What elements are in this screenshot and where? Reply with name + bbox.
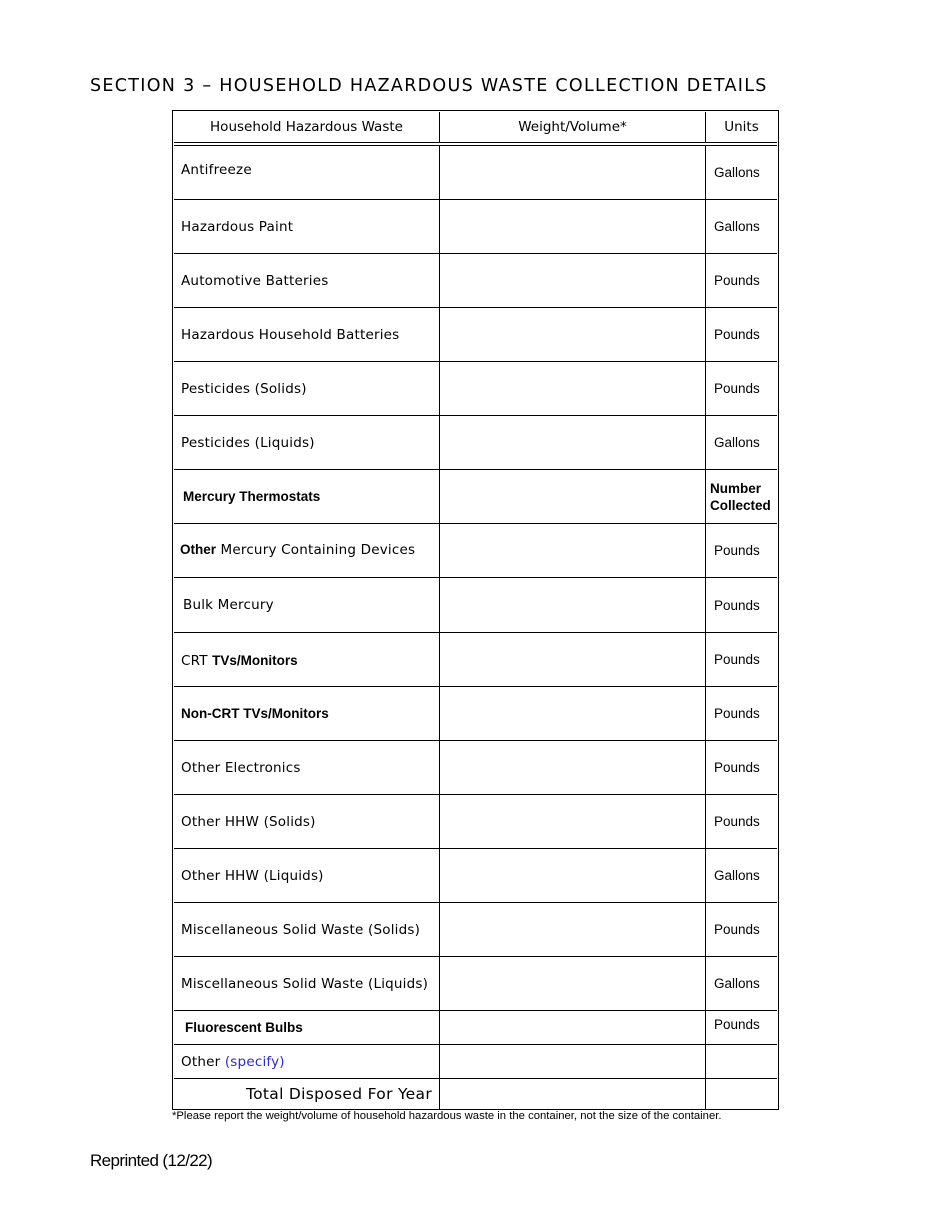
header-units: Units	[724, 119, 759, 135]
table-row-other-hhw-liquids	[174, 848, 777, 902]
weight-volume-input-pesticides-solids[interactable]	[440, 362, 706, 415]
specify-hint: (specify)	[224, 1053, 285, 1070]
table-row-pesticides-liquids	[174, 415, 777, 469]
row-unit: Pounds	[714, 327, 760, 342]
reprinted-date: Reprinted (12/22)	[90, 1151, 213, 1170]
row-label: Other (specify)	[181, 1053, 285, 1070]
row-unit: Gallons	[714, 868, 760, 883]
hhw-collection-table	[172, 110, 779, 1110]
table-row-antifreeze	[174, 145, 777, 199]
row-label: Miscellaneous Solid Waste (Solids)	[181, 921, 421, 938]
weight-volume-input-hazardous-paint[interactable]	[440, 200, 706, 253]
weight-volume-input-non-crt-tvs[interactable]	[440, 687, 706, 740]
row-unit: Pounds	[714, 273, 760, 288]
table-header-row	[174, 112, 777, 143]
row-label: Other Mercury Containing Devices	[180, 542, 416, 558]
row-unit: Pounds	[714, 1017, 760, 1032]
footnote: *Please report the weight/volume of household hazardous waste in the container, not the size of the container.	[172, 1110, 722, 1122]
weight-volume-input-other-mercury-devices[interactable]	[440, 524, 706, 577]
total-units-input[interactable]	[706, 1079, 777, 1109]
weight-volume-input-misc-solid-waste-solids[interactable]	[440, 903, 706, 956]
row-label: Mercury Thermostats	[183, 489, 321, 504]
row-label: Hazardous Paint	[181, 218, 294, 235]
row-label: Pesticides (Liquids)	[181, 434, 315, 451]
row-label: Other Electronics	[181, 759, 301, 776]
units-input-other[interactable]	[706, 1045, 777, 1078]
table-row-crt-tvs	[174, 632, 777, 686]
row-unit: Pounds	[714, 922, 760, 937]
weight-volume-input-mercury-thermostats[interactable]	[440, 470, 706, 523]
row-unit: Gallons	[714, 219, 760, 234]
row-unit: Gallons	[714, 435, 760, 450]
section-title: SECTION 3 – HOUSEHOLD HAZARDOUS WASTE COLLECTION DETAILS	[90, 76, 768, 96]
total-label: Total Disposed For Year	[245, 1085, 432, 1103]
row-unit: Pounds	[714, 652, 760, 667]
table-row-other-mercury-devices	[174, 523, 777, 577]
row-label: CRT TVs/Monitors	[181, 653, 298, 669]
table-row-other-hhw-solids	[174, 794, 777, 848]
weight-volume-input-other-hhw-liquids[interactable]	[440, 849, 706, 902]
row-label: Other HHW (Liquids)	[181, 867, 324, 884]
row-label: Bulk Mercury	[183, 597, 274, 613]
table-row-household-batteries	[174, 307, 777, 361]
weight-volume-input-pesticides-liquids[interactable]	[440, 416, 706, 469]
table-row-misc-solid-waste-solids	[174, 902, 777, 956]
row-unit: Pounds	[714, 814, 760, 829]
row-label: Automotive Batteries	[181, 272, 329, 289]
row-unit: Number Collected	[710, 480, 771, 513]
row-label: Antifreeze	[181, 162, 252, 178]
table-row-non-crt-tvs	[174, 686, 777, 740]
row-label: Hazardous Household Batteries	[181, 326, 400, 343]
table-row-other-electronics	[174, 740, 777, 794]
weight-volume-input-bulk-mercury[interactable]	[440, 578, 706, 632]
row-unit: Gallons	[714, 165, 760, 180]
weight-volume-input-automotive-batteries[interactable]	[440, 254, 706, 307]
total-weight-volume-input[interactable]	[440, 1079, 706, 1109]
weight-volume-input-fluorescent-bulbs[interactable]	[440, 1011, 706, 1044]
row-label: Other HHW (Solids)	[181, 813, 316, 830]
weight-volume-input-crt-tvs[interactable]	[440, 633, 706, 686]
table-row-fluorescent-bulbs	[174, 1010, 777, 1044]
table-row-mercury-thermostats	[174, 469, 777, 523]
header-waste: Household Hazardous Waste	[210, 119, 403, 135]
table-row-total	[174, 1078, 777, 1109]
table-row-misc-solid-waste-liquids	[174, 956, 777, 1010]
weight-volume-input-household-batteries[interactable]	[440, 308, 706, 361]
row-label: Miscellaneous Solid Waste (Liquids)	[181, 975, 429, 992]
row-label: Fluorescent Bulbs	[185, 1020, 303, 1035]
weight-volume-input-other-hhw-solids[interactable]	[440, 795, 706, 848]
table-row-bulk-mercury	[174, 577, 777, 632]
row-label: Pesticides (Solids)	[181, 380, 307, 397]
weight-volume-input-other-electronics[interactable]	[440, 741, 706, 794]
row-unit: Pounds	[714, 381, 760, 396]
weight-volume-input-antifreeze[interactable]	[440, 146, 706, 199]
table-row-automotive-batteries	[174, 253, 777, 307]
table-row-other-specify	[174, 1044, 777, 1078]
row-unit: Pounds	[714, 543, 760, 558]
row-label: Non-CRT TVs/Monitors	[181, 706, 329, 721]
row-unit: Pounds	[714, 706, 760, 721]
header-weight-volume: Weight/Volume*	[518, 119, 627, 135]
row-unit: Pounds	[714, 597, 760, 613]
row-unit: Pounds	[714, 760, 760, 775]
weight-volume-input-other[interactable]	[440, 1045, 706, 1078]
table-row-pesticides-solids	[174, 361, 777, 415]
weight-volume-input-misc-solid-waste-liquids[interactable]	[440, 957, 706, 1010]
row-unit: Gallons	[714, 976, 760, 991]
table-row-hazardous-paint	[174, 199, 777, 253]
